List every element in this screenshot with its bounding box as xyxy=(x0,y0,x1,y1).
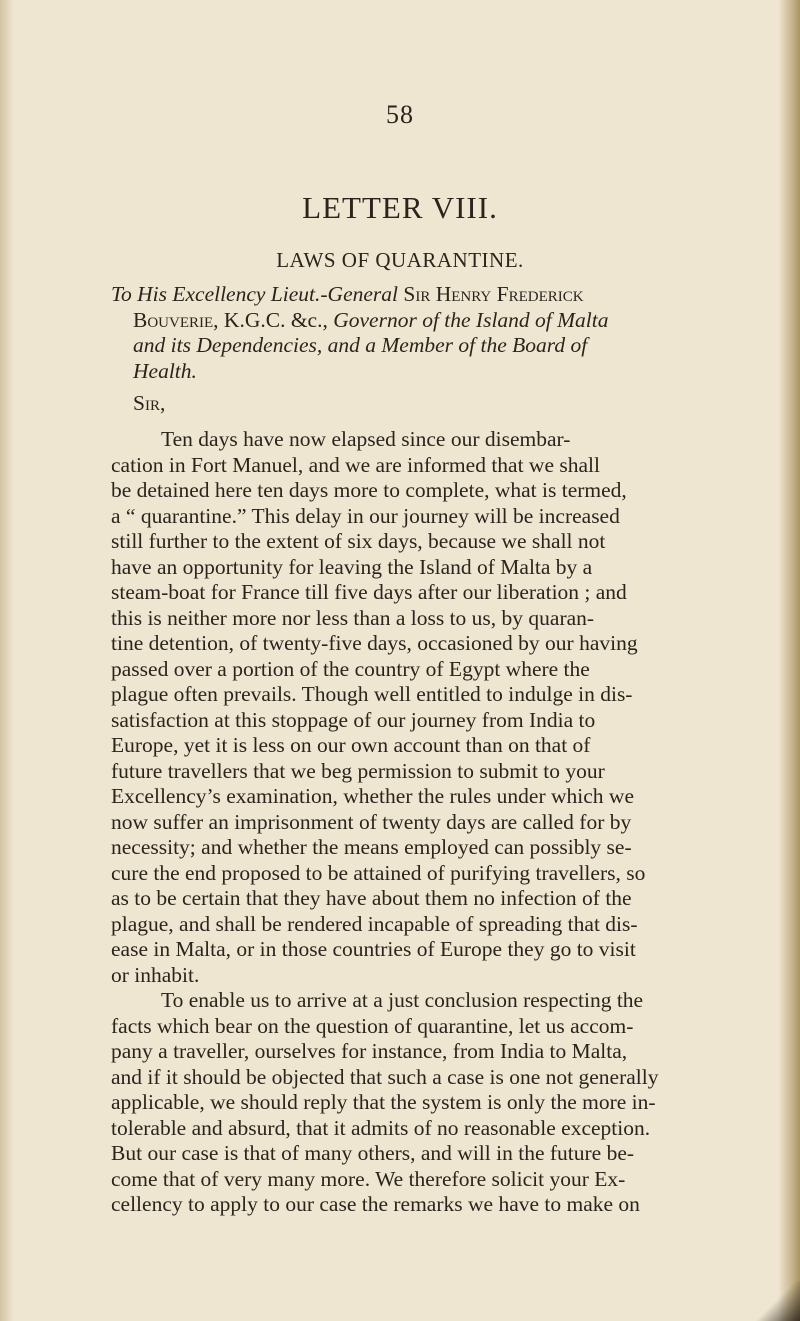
address-line-4 xyxy=(111,359,791,385)
paragraph-1-line: a “ quarantine.” This delay in our journey will be increased xyxy=(111,503,620,528)
paragraph-1-line: necessity; and whether the means employed can possibly se- xyxy=(111,835,632,859)
paragraph-2-line: But our case is that of many others, and will in the future be- xyxy=(111,1141,635,1165)
paragraph-2-line: tolerable and absurd, that it admits of no reasonable exception. xyxy=(111,1115,651,1140)
address-line-2 xyxy=(111,308,791,334)
paragraph-2-line: cellency to apply to our case the remarks we have to make on xyxy=(111,1192,640,1216)
paragraph-2-line: and if it should be objected that such a case is one not generally xyxy=(111,1064,659,1089)
paragraph-2-line: facts which bear on the question of quarantine, let us accom- xyxy=(111,1013,634,1038)
address-line-1 xyxy=(111,282,791,308)
paragraph-1-line: passed over a portion of the country of Egypt where the xyxy=(111,656,590,681)
page-number: 58 xyxy=(386,100,414,129)
address-honours: , K.G.C. &c., xyxy=(213,307,328,332)
paragraph-1-line: tine detention, of twenty-five days, occasioned by our having xyxy=(111,631,638,655)
address-health: Health. xyxy=(133,358,197,383)
paragraph-1-line: have an opportunity for leaving the Island of Malta by a xyxy=(111,554,593,579)
paragraph-1-line: plague often prevails. Though well entitled to indulge in dis- xyxy=(111,682,633,706)
address-dependencies: and its Dependencies, and a Member of the Board of xyxy=(133,333,588,357)
letter-subtitle: LAWS OF QUARANTINE. xyxy=(276,248,524,272)
paragraph-2-line: pany a traveller, ourselves for instance, from India to Malta, xyxy=(111,1039,628,1063)
paragraph-1-line: cation in Fort Manuel, and we are informed that we shall xyxy=(111,452,600,477)
address-surname-caps: Bouverie xyxy=(133,307,214,332)
paragraph-1-line: still further to the extent of six days, because we shall not xyxy=(111,529,606,553)
paragraph-1-line: Europe, yet it is less on our own account than on that of xyxy=(111,733,591,757)
paragraph-1-line: Excellency’s examination, whether the rules under which we xyxy=(111,784,634,808)
paragraph-1-line: steam-boat for France till five days after our liberation ; and xyxy=(111,580,627,604)
letter-body xyxy=(111,427,761,1218)
paragraph-1-line: plague, and shall be rendered incapable of spreading that dis- xyxy=(111,911,638,936)
salutation: Sir, xyxy=(133,391,166,415)
paragraph-1-line: be detained here ten days more to complete, what is termed, xyxy=(111,478,627,502)
paragraph-1-line: as to be certain that they have about them no infection of the xyxy=(111,886,632,910)
paragraph-2-line: To enable us to arrive at a just conclusion respecting the xyxy=(161,988,644,1012)
paragraph-1-line: this is neither more nor less than a loss to us, by quaran- xyxy=(111,605,595,630)
paragraph-1-line: ease in Malta, or in those countries of Europe they go to visit xyxy=(111,937,636,961)
paragraph-1-line: satisfaction at this stoppage of our journey from India to xyxy=(111,707,596,732)
address-name-caps: Sir Henry Frederick xyxy=(403,282,584,306)
address-italic-part: To His Excellency Lieut.-General xyxy=(111,282,398,306)
page-corner-shadow xyxy=(740,1281,800,1321)
paragraph-2-line: applicable, we should reply that the system is only the more in- xyxy=(111,1090,656,1114)
paragraph-1-line: now suffer an imprisonment of twenty days are called for by xyxy=(111,809,632,834)
paragraph-1-line: cure the end proposed to be attained of purifying travellers, so xyxy=(111,860,646,885)
paragraph-1-line: Ten days have now elapsed since our disembar- xyxy=(161,427,571,451)
paragraph-1-line: future travellers that we beg permission to submit to your xyxy=(111,758,605,783)
paragraph-2-line: come that of very many more. We therefore solicit your Ex- xyxy=(111,1166,626,1191)
letter-title: LETTER VIII. xyxy=(302,190,498,225)
letter-address xyxy=(111,282,791,384)
address-office: Governor of the Island of Malta xyxy=(333,307,609,332)
paragraph-1-line: or inhabit. xyxy=(111,962,200,987)
address-line-3 xyxy=(111,333,791,359)
